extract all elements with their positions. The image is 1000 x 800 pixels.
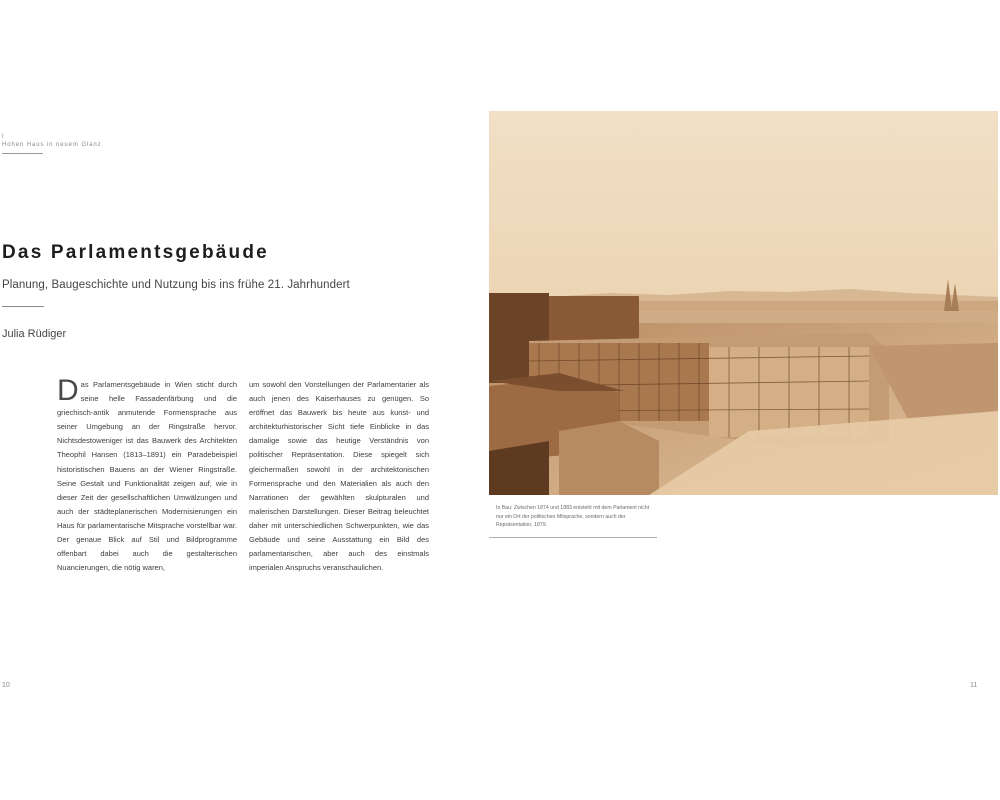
chapter-number: I <box>2 134 5 140</box>
article-author: Julia Rüdiger <box>2 328 67 340</box>
title-divider <box>2 306 44 307</box>
article-title: Das Parlamentsgebäude <box>2 242 269 263</box>
running-head-rule <box>2 153 43 154</box>
caption-divider <box>489 537 657 538</box>
body-column-right <box>249 378 429 575</box>
historic-photograph <box>489 111 998 495</box>
photo-caption: In Bau: Zwischen 1874 und 1883 entsteht mit dem Parlament nicht nur ein Ort der politischen Mitsprache, sondern auch der Repräsentation, 1879. <box>496 505 650 528</box>
page-number-right: 11 <box>970 682 978 689</box>
body-column-left <box>57 374 237 575</box>
drop-cap: D <box>57 374 79 407</box>
body-text-right: um sowohl den Vorstellungen der Parlamentarier als auch jenen des Kaiserhauses zu genügen. So eröffnet das Bauwerk bis heute aus kunst- und architekturhistorischer Sicht tiefe Einblicke in das damalige sowie das heutige Verständnis von politischer Repräsentation. Diese spiegelt sich gleichermaßen sowohl in der architektonischen Formensprache und den Materialien als auch den Narrationen der gewählten skulpturalen und malerischen Darstellungen. Dieser Beitrag beleuchtet daher mit unterschiedlichen Schwerpunkten, wie das Gebäude und seine Ausstattung ein Bild des parlamentarischen, aber auch des einstmals imperialen Anspruchs veranschaulichen. <box>249 380 429 573</box>
body-text-left: as Parlamentsgebäude in Wien sticht durch seine helle Fassadenfärbung und die griechisch-antik anmutende Formensprache aus seiner Umgebung an der Ringstraße hervor. Nichtsdestoweniger ist das Bauwerk des Architekten Theophil Hansen (1813–1891) ein Paradebeispiel historistischen Bauens an der Wiener Ringstraße. Seine Gestalt und Funktionalität zeigen auf, wie in dieser Zeit der gesellschaftlichen Umwälzungen und auch der städteplanerischen Modernisierungen ein Haus für parlamentarische Mitsprache vorstellbar war. Der genaue Blick auf Stil und Bildprogramme offenbart dabei auch die gestalterischen Nuancierungen, die nötig waren, <box>57 380 237 573</box>
running-head <box>2 133 102 154</box>
chapter-section-title: Hohen Haus in neuem Glanz <box>2 142 102 148</box>
page-number-left: 10 <box>2 682 10 689</box>
article-subtitle: Planung, Baugeschichte und Nutzung bis ins frühe 21. Jahrhundert <box>2 279 350 291</box>
